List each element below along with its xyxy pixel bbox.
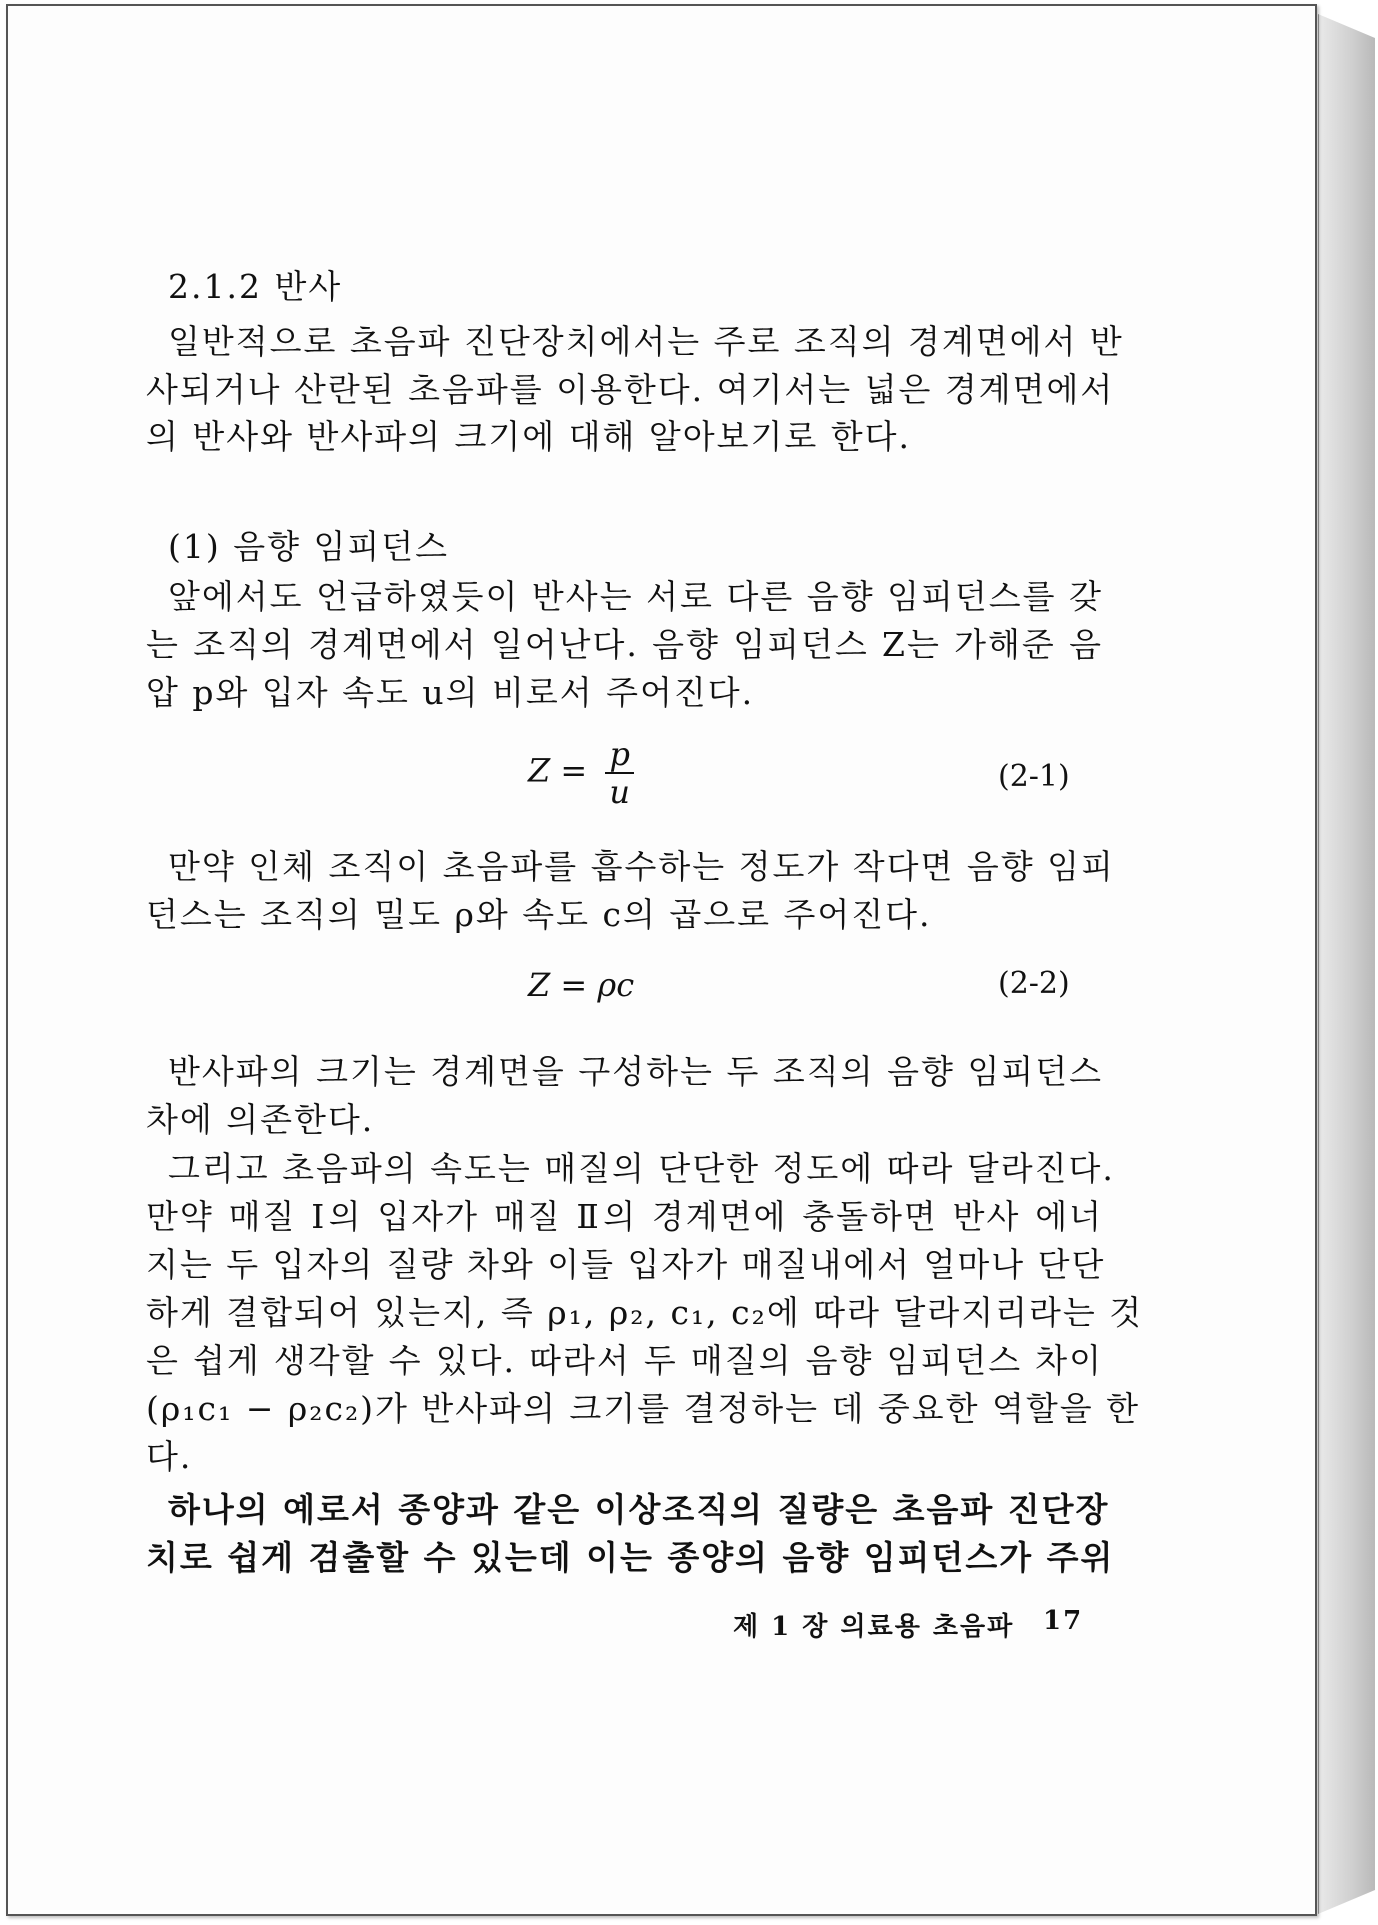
paragraph6-line: 치로 쉽게 검출할 수 있는데 이는 종양의 음향 임피던스가 주위: [146, 1538, 1115, 1577]
page-edge-shadow: [1318, 14, 1375, 1914]
section-title: 2.1.2 반사: [168, 267, 343, 306]
paragraph3-line: 던스는 조직의 밀도 ρ와 속도 c의 곱으로 주어진다.: [146, 895, 932, 934]
fraction-denominator: u: [609, 773, 630, 811]
paragraph2-line: 는 조직의 경계면에서 일어난다. 음향 임피던스 Z는 가해준 음: [146, 625, 1103, 664]
subsection-title: (1) 음향 임피던스: [168, 527, 449, 566]
paragraph4-line: 차에 의존한다.: [146, 1100, 375, 1139]
page-number: 17: [1043, 1606, 1084, 1636]
paragraph1-line: 사되거나 산란된 초음파를 이용한다. 여기서는 넓은 경계면에서: [146, 370, 1115, 409]
paragraph1-line: 일반적으로 초음파 진단장치에서는 주로 조직의 경계면에서 반: [168, 322, 1124, 361]
equation-lhs: Z =: [528, 751, 588, 790]
paragraph5-line: 하게 결합되어 있는지, 즉 ρ₁, ρ₂, c₁, c₂에 따라 달라지리라는 것: [146, 1293, 1144, 1332]
paragraph2-line: 앞에서도 언급하였듯이 반사는 서로 다른 음향 임피던스를 갖: [168, 577, 1103, 616]
paragraph2-line: 압 p와 입자 속도 u의 비로서 주어진다.: [146, 673, 755, 712]
equation-2-1: [528, 736, 634, 810]
equation-number: (2-2): [998, 966, 1070, 1001]
paragraph1-line: 의 반사와 반사파의 크기에 대해 알아보기로 한다.: [146, 417, 911, 456]
fraction-numerator: p: [605, 736, 633, 774]
equation-number: (2-1): [998, 759, 1070, 794]
paragraph5-line: 다.: [146, 1437, 193, 1476]
running-footer-chapter: 제 1 장 의료용 초음파: [733, 1612, 1015, 1642]
paragraph6-line: 하나의 예로서 종양과 같은 이상조직의 질량은 초음파 진단장: [168, 1490, 1110, 1529]
paragraph5-line: 은 쉽게 생각할 수 있다. 따라서 두 매질의 음향 임피던스 차이: [146, 1341, 1103, 1380]
paragraph5-line: (ρ₁c₁ − ρ₂c₂)가 반사파의 크기를 결정하는 데 중요한 역할을 한: [146, 1389, 1141, 1428]
book-page: [6, 4, 1317, 1916]
paragraph5-line: 지는 두 입자의 질량 차와 이들 입자가 매질내에서 얼마나 단단: [146, 1245, 1106, 1284]
paragraph4-line: 반사파의 크기는 경계면을 구성하는 두 조직의 음향 임피던스: [168, 1052, 1103, 1091]
paragraph5-line: 만약 매질 Ⅰ의 입자가 매질 Ⅱ의 경계면에 충돌하면 반사 에너: [146, 1197, 1103, 1236]
fraction: [605, 736, 634, 810]
paragraph5-line: 그리고 초음파의 속도는 매질의 단단한 정도에 따라 달라진다.: [168, 1149, 1115, 1188]
equation-2-2: Z = ρc: [528, 966, 635, 1004]
paragraph3-line: 만약 인체 조직이 초음파를 흡수하는 정도가 작다면 음향 임피: [168, 847, 1115, 886]
